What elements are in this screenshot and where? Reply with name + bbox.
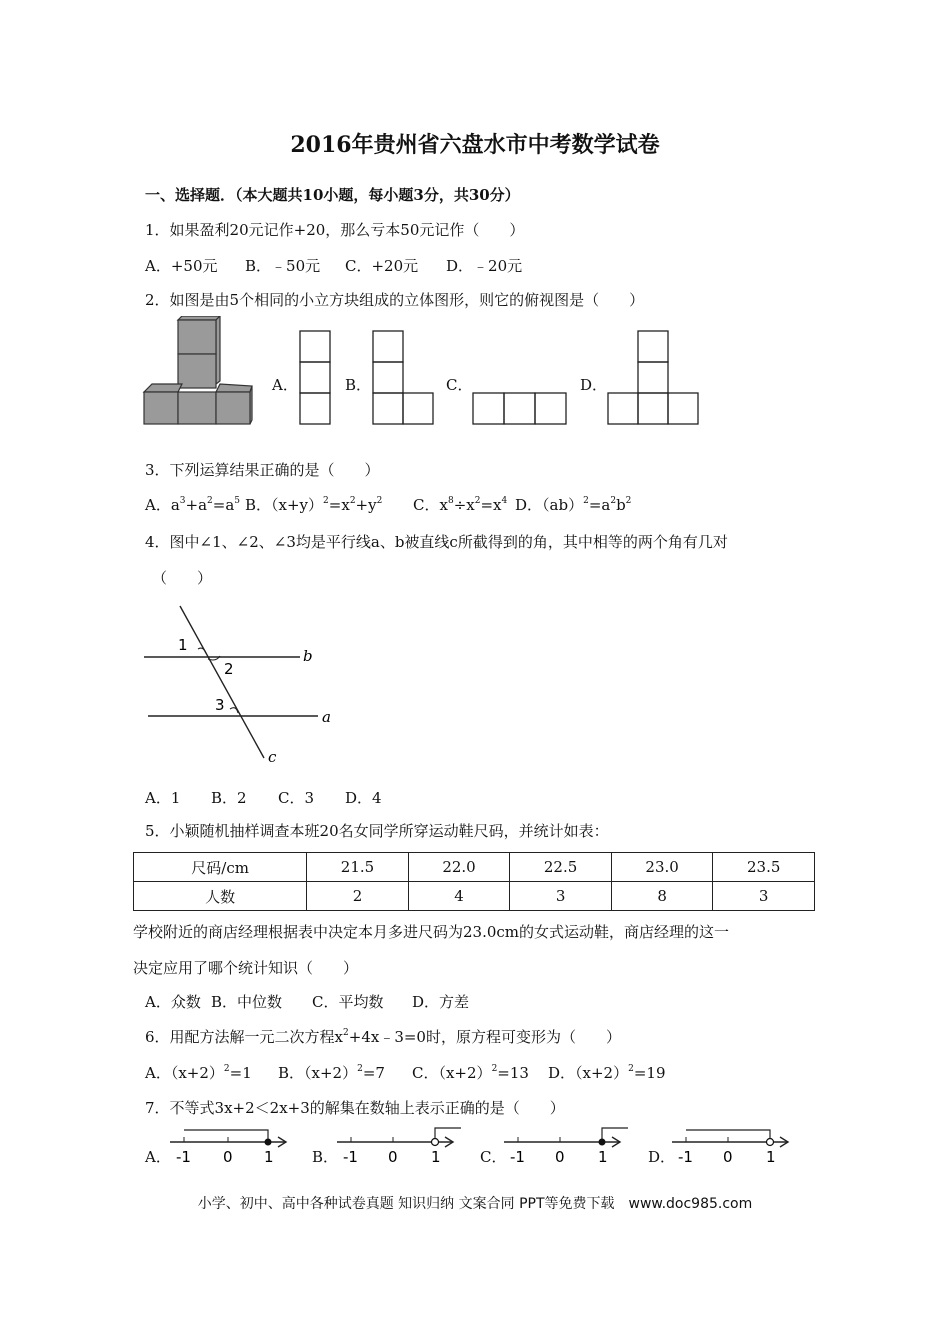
q2-option-b: B． [345,376,372,394]
line-b-label: b [303,647,313,665]
angle-2-label: 2 [224,660,234,678]
tick-label: -1 [343,1148,358,1166]
table-cell: 3 [713,882,815,911]
q7-option-c: C． [480,1148,507,1166]
q7-option-a: A． [145,1148,171,1166]
tick-label: 1 [431,1148,441,1166]
q1-option-a: A．+50元 [145,257,218,275]
tick-label: -1 [176,1148,191,1166]
question-7-stem: 7．不等式3x+2＜2x+3的解集在数轴上表示正确的是（ ） [145,1099,565,1117]
shoe-size-table [133,852,815,911]
footer-text: 小学、初中、高中各种试卷真题 知识归纳 文案合同 PPT等免费下载 www.doc985.com [197,1196,753,1212]
tick-label: 0 [723,1148,733,1166]
solid-figure [144,316,252,424]
tick-label: 1 [264,1148,274,1166]
view-d [608,331,698,424]
table-cell: 21.5 [307,853,409,882]
line-c-label: c [268,748,277,766]
question-5-stem: 5．小颖随机抽样调查本班20名女同学所穿运动鞋尺码，并统计如表： [145,822,609,840]
tick-label: 0 [223,1148,233,1166]
view-a [300,331,330,424]
number-line-d [670,1122,800,1166]
table-cell: 2 [307,882,409,911]
question-4-paren: （ ） [152,569,213,587]
number-line-c [502,1122,632,1166]
q2-option-a: A． [272,376,298,394]
q2-option-d: D． [580,376,608,394]
table-row [134,882,815,911]
question-6-stem: 6．用配方法解一元二次方程$x^2+4x﹣3=0$时，原方程可变形为（ ） [145,1028,621,1046]
table-cell: 23.0 [611,853,713,882]
number-line-b [335,1122,465,1166]
q2-option-c: C． [446,376,473,394]
tick-label: -1 [510,1148,525,1166]
table-cell: 尺码/cm [134,853,307,882]
q5-option-a: A．众数 [145,993,201,1011]
tick-label: 0 [388,1148,398,1166]
q7-option-d: D． [648,1148,676,1166]
q2-figures [140,316,705,431]
table-cell: 3 [510,882,612,911]
page-title: 2016年贵州省六盘水市中考数学试卷 [290,132,660,158]
table-row [134,853,815,882]
q1-option-d: D．﹣20元 [446,257,523,275]
tick-label: -1 [678,1148,693,1166]
line-a-label: a [322,708,331,726]
q6-option-d: D．$(x+2)^2=19$ [548,1064,666,1082]
q4-option-d: D．4 [345,789,382,807]
q5-option-d: D．方差 [412,993,470,1011]
table-cell: 23.5 [713,853,815,882]
number-line-a [168,1122,298,1166]
q7-option-b: B． [312,1148,339,1166]
question-2-stem: 2．如图是由5个相同的小立方块组成的立体图形，则它的俯视图是（ ） [145,291,645,309]
table-cell: 人数 [134,882,307,911]
table-cell: 22.0 [408,853,510,882]
section-heading: 一、选择题．（本大题共10小题，每小题3分，共30分） [145,186,520,204]
tick-label: 0 [555,1148,565,1166]
angle-3-label: 3 [215,696,225,714]
q4-option-a: A．1 [145,789,181,807]
tick-label: 1 [766,1148,776,1166]
tick-label: 1 [598,1148,608,1166]
q3-option-c: C．$x^8\div x^2=x^4$ [413,496,508,514]
question-5-text-1: 学校附近的商店经理根据表中决定本月多进尺码为23.0cm的女式运动鞋，商店经理的这一 [133,923,730,941]
q5-option-b: B．中位数 [211,993,283,1011]
q3-options: A．$a^3+a^2=a^5$ [145,496,241,514]
q4-option-b: B．2 [211,789,247,807]
q3-option-b: B．$(x+y)^2=x^2+y^2$ [245,496,383,514]
question-3-stem: 3．下列运算结果正确的是（ ） [145,461,380,479]
q4-option-c: C．3 [278,789,315,807]
view-c [473,393,566,424]
q6-option-a: A．$(x+2)^2=1$ [145,1064,252,1082]
question-4-stem: 4．图中∠1、∠2、∠3均是平行线a、b被直线c所截得到的角，其中相等的两个角有几对 [145,533,728,551]
q6-option-b: B．$(x+2)^2=7$ [278,1064,385,1082]
table-cell: 4 [408,882,510,911]
q1-option-b: B．﹣50元 [245,257,321,275]
angle-1-label: 1 [178,636,188,654]
q5-option-c: C．平均数 [312,993,384,1011]
table-cell: 22.5 [510,853,612,882]
q1-option-c: C．+20元 [345,257,419,275]
q6-option-c: C．$(x+2)^2=13$ [412,1064,529,1082]
q3-option-d: D．$(ab)^2=a^2b^2$ [515,496,632,514]
view-b [373,331,433,424]
table-cell: 8 [611,882,713,911]
question-5-text-2: 决定应用了哪个统计知识（ ） [133,959,359,977]
parallel-lines-figure [140,600,340,768]
question-1-stem: 1．如果盈利20元记作+20，那么亏本50元记作（ ） [145,221,525,239]
